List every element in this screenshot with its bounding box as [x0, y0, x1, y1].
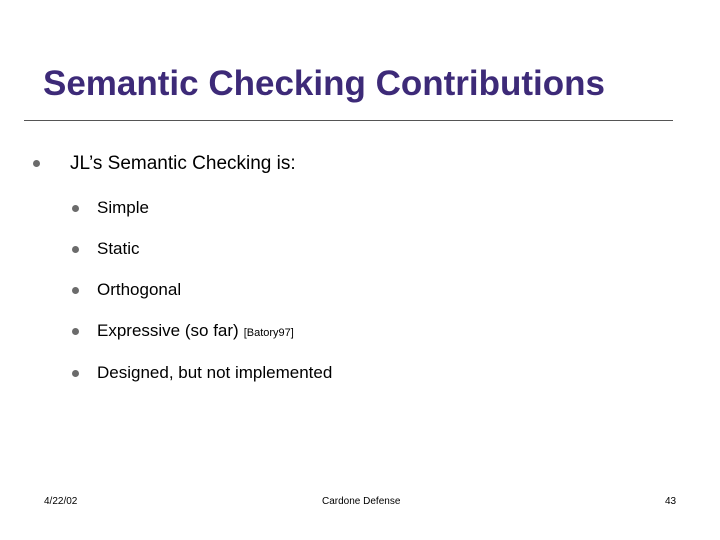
main-bullet-text: JL’s Semantic Checking is:	[70, 153, 296, 174]
footer-page-number: 43	[665, 496, 677, 507]
sub-bullet-dot	[72, 370, 79, 377]
sub-bullet-row	[97, 321, 294, 341]
sub-bullet-text: Designed, but not implemented	[97, 363, 333, 382]
sub-bullet-text: Simple	[97, 198, 149, 217]
sub-bullet-dot	[72, 328, 79, 335]
title-divider	[24, 120, 673, 121]
sub-bullet-text: Orthogonal	[97, 280, 182, 299]
sub-bullet-dot	[72, 246, 79, 253]
sub-bullet-text: Expressive (so far)	[97, 321, 239, 340]
citation-note: [Batory97]	[243, 327, 294, 339]
sub-bullet-dot	[72, 205, 79, 212]
sub-bullet-dot	[72, 287, 79, 294]
slide-title: Semantic Checking Contributions	[43, 64, 605, 103]
sub-bullet-text: Static	[97, 239, 140, 258]
footer-date: 4/22/02	[44, 496, 78, 507]
main-bullet-dot	[33, 160, 40, 167]
footer-title: Cardone Defense	[322, 496, 401, 507]
